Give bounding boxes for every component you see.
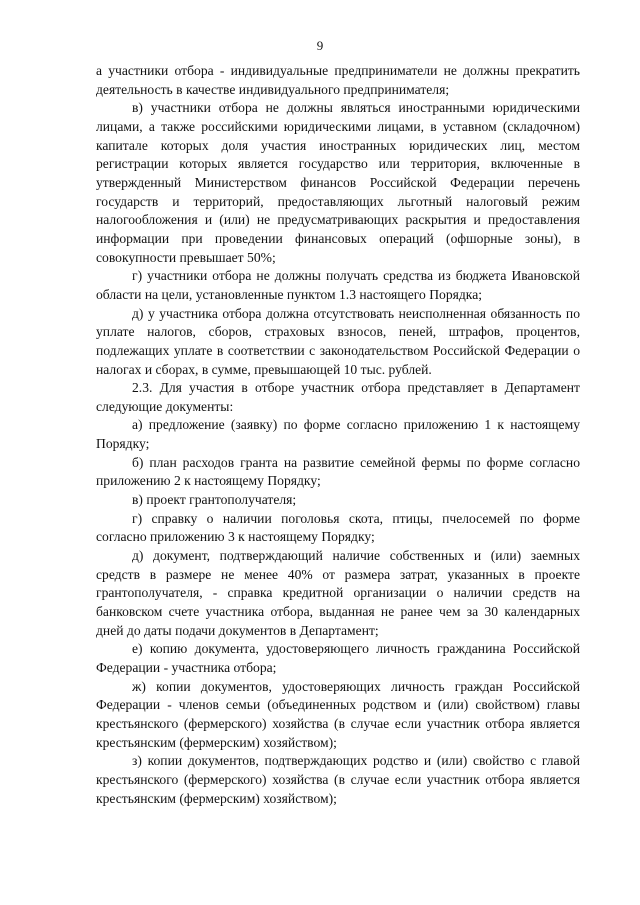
paragraph: е) копию документа, удостоверяющего личность гражданина Российской Федерации - участника отбора; — [96, 641, 580, 675]
paragraph: а участники отбора - индивидуальные предприниматели не должны прекратить деятельность в качестве индивидуального предпринимателя; — [96, 63, 580, 97]
paragraph: а) предложение (заявку) по форме согласно приложению 1 к настоящему Порядку; — [96, 417, 580, 452]
document-body — [96, 62, 580, 808]
paragraph: д) у участника отбора должна отсутствовать неисполненная обязанность по уплате налогов, сборов, страховых взносов, пеней, штрафов, процентов, подлежащих уплате в соответствии с законодательством Российской Федерации о налогах и сборах, в сумме, превышающей 10 тыс. рублей. — [96, 305, 580, 377]
paragraph: ж) копии документов, удостоверяющих личность граждан Российской Федерации - членов семьи (объединенных родством и (или) свойством) главы крестьянского (фермерского) хозяйства (в случае если участник отбора является крестьянским (фермерским) хозяйством); — [96, 678, 580, 750]
paragraph: 2.3. Для участия в отборе участник отбора представляет в Департамент следующие документы: — [96, 380, 580, 414]
paragraph: г) участники отбора не должны получать средства из бюджета Ивановской области на цели, установленные пунктом 1.3 настоящего Порядка; — [96, 268, 580, 302]
page-number: 9 — [316, 38, 324, 53]
paragraph: д) документ, подтверждающий наличие собственных и (или) заемных средств в размере не менее 40% от размера затрат, указанных в проекте грантополучателя, - справка кредитной организации о наличии средств на банковском счете участника отбора, выданная не ранее чем за 30 календарных дней до даты подачи документов в Департамент; — [96, 548, 580, 638]
paragraph: г) справку о наличии поголовья скота, птицы, пчелосемей по форме согласно приложению 3 к настоящему Порядку; — [96, 510, 580, 545]
paragraph: в) участники отбора не должны являться иностранными юридическими лицами, а также российскими юридическими лицами, в уставном (складочном) капитале которых доля участия иностранных юридических лиц, местом регистрации которых является государство или территория, включенные в утвержденный Министерством финансов Российской Федерации перечень государств и территорий, предоставляющих льготный налоговый режим налогообложения и (или) не предусматривающих раскрытия и предоставления информации при проведении финансовых операций (офшорные зоны), в совокупности превышает 50%; — [96, 100, 580, 265]
paragraph: б) план расходов гранта на развитие семейной фермы по форме согласно приложению 2 к настоящему Порядку; — [96, 454, 580, 489]
paragraph: в) проект грантополучателя; — [132, 492, 297, 508]
paragraph: з) копии документов, подтверждающих родство и (или) свойство с главой крестьянского (фермерского) хозяйства (в случае если участник отбора является крестьянским (фермерским) хозяйством); — [96, 753, 580, 806]
